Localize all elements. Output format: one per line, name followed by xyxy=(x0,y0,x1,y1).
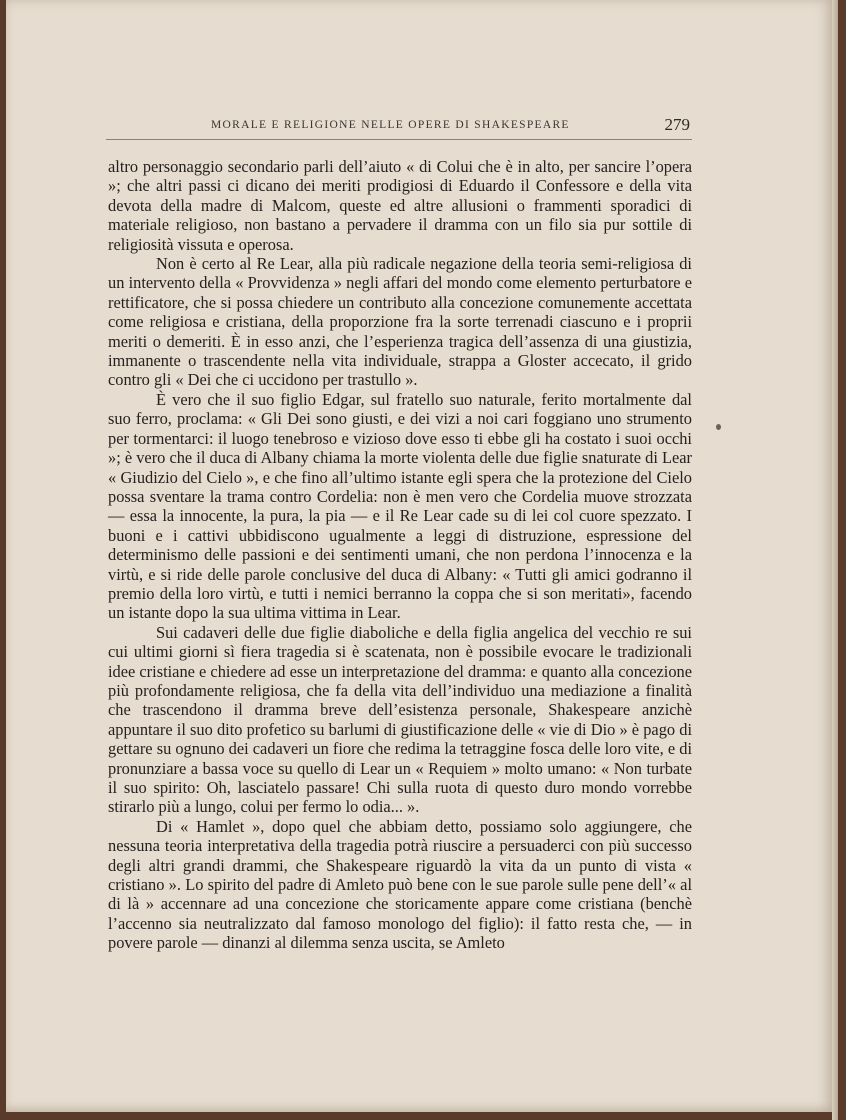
paragraph-4: Sui cadaveri delle due figlie diaboliche e della figlia angelica del vecchio re sui cui ultimi giorni sì fiera tragedia si è scatenata, non è possibile evocare le tradizionali idee cristiane e chiedere ad esse un interpretazione del dramma: e quanto alla concezione più profondamente religiosa, che fa della vita dell’individuo una mediazione a finalità che trascendono il dramma breve dell’esistenza personale, Shakespeare anzichè appuntare il suo dito profetico su barlumi di giustificazione delle « vie di Dio » è pago di gettare su ognuno dei cadaveri un fiore che redima la tetraggine fosca delle loro vite, e di pronunziare a bassa voce su quello di Lear un « Requiem » molto umano: « Non turbate il suo spirito: Oh, lasciatelo passare! Chi sulla ruota di questo duro mondo vorrebbe stirarlo più a lungo, colui per fermo lo odia... ». xyxy=(108,622,692,817)
page-edge xyxy=(832,0,838,1120)
book-page xyxy=(6,0,832,1112)
paragraph-3: È vero che il suo figlio Edgar, sul fratello suo naturale, ferito mortalmente dal suo ferro, proclama: « Gli Dei sono giusti, e dei vizi a noi cari foggiano uno strumento per tormentarci: il luogo tenebroso e vizioso dove esso ti ebbe gli ha costato i suoi occhi »; è vero che il duca di Albany chiama la morte violenta delle due figlie snaturate di Lear « Giudizio del Cielo », e che fino all’ultimo istante egli spera che la protezione del Cielo possa sventare la trama contro Cordelia: non è men vero che Cordelia muove strozzata — essa la innocente, la pura, la pia — e il Re Lear cade su di lei col cuore spezzato. I buoni e i cattivi ubbidiscono ugualmente a leggi di distruzione, espressione del determinismo delle passioni e dei sentimenti umani, che non perdona l’innocenza e la virtù, e si ride delle parole conclusive del duca di Albany: « Tutti gli amici godranno il premio della loro virtù, e tutti i nemici berranno la coppa che si son meritati», facendo un istante dopo la sua ultima vittima in Lear. xyxy=(108,389,692,623)
paragraph-1: altro personaggio secondario parli dell’aiuto « di Colui che è in alto, per sancire l’opera »; che altri passi ci dicano dei meriti prodigiosi di Eduardo il Confessore e della vita devota della madre di Malcom, queste ed altre allusioni o frammenti sporadici di materiale religioso, non bastano a pervadere il dramma con un filo sia pur sottile di religiosità vissuta e operosa. xyxy=(108,157,692,254)
paragraph-5: Di « Hamlet », dopo quel che abbiam detto, possiamo solo aggiungere, che nessuna teoria interpretativa della tragedia potrà riuscire a persuaderci con più successo degli altri grandi drammi, che Shakespeare riguardò la vita da un punto di vista « cristiano ». Lo spirito del padre di Amleto può bene con le sue parole sulle pene dell’« al di là » accennare ad una concezione che storicamente appare come cristiana (benchè l’accenno sia neutralizzato dal famoso monologo del figlio): il fatto resta che, — in povere parole — dinanzi al dilemma senza uscita, se Amleto xyxy=(108,816,692,953)
page-header xyxy=(106,115,692,140)
body-text xyxy=(108,157,692,953)
paragraph-2: Non è certo al Re Lear, alla più radicale negazione della teoria semi-religiosa di un intervento della « Provvidenza » negli affari del mondo come elemento perturbatore e rettificatore, che si possa chiedere un contributo alla concezione comunemente accettata come religiosa e cristiana, della proporzione fra la sorte terrenadi ciascuno e i proprii meriti o demeriti. È in esso anzi, che l’esperienza tragica dell’assenza di una giustizia, immanente o trascendente nella vita individuale, strappa a Gloster accecato, il grido contro gli « Dei che ci uccidono per trastullo ». xyxy=(108,254,692,390)
page-number: 279 xyxy=(664,115,690,134)
paper-speck xyxy=(716,424,721,430)
running-title: MORALE E RELIGIONE NELLE OPERE DI SHAKESPEARE xyxy=(211,119,570,131)
